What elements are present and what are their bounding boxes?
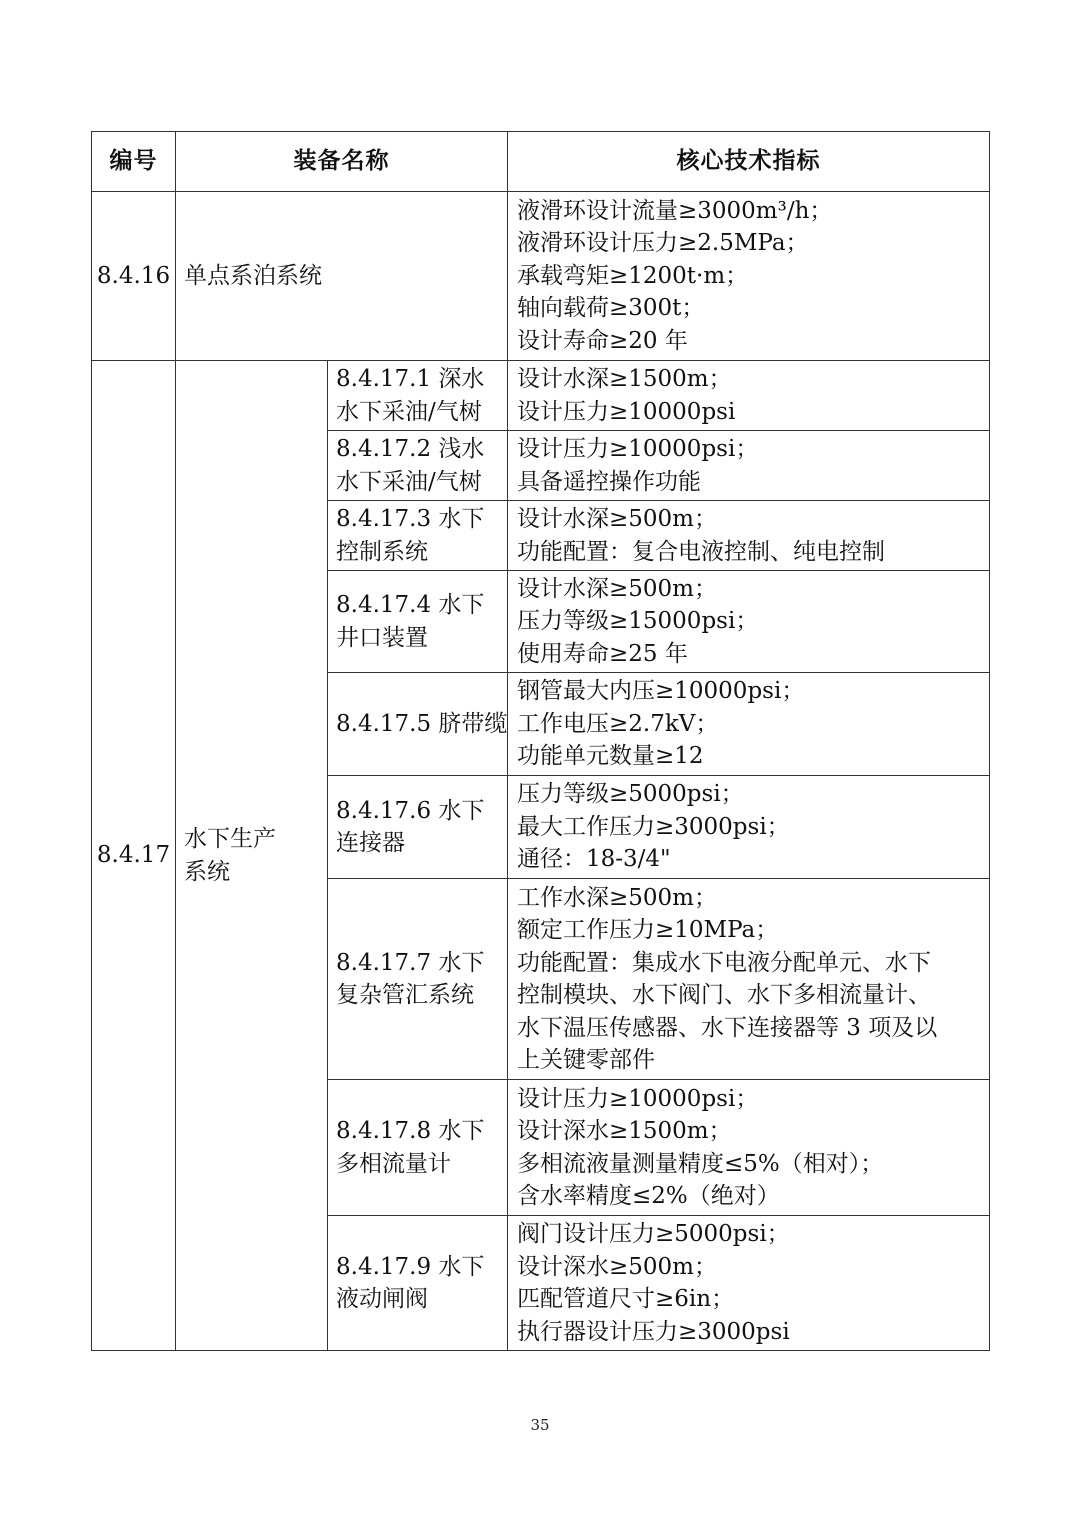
name-line: 系统 <box>184 858 230 885</box>
spec-line: 轴向载荷≥300t； <box>517 295 705 322</box>
spec-line: 设计压力≥10000psi； <box>517 436 759 462</box>
sub-item-spec <box>508 361 990 431</box>
sub-item-spec <box>508 571 990 673</box>
sub-item-name <box>328 673 508 776</box>
sub-item-spec <box>508 879 990 1080</box>
page-number: 35 <box>530 1416 550 1434</box>
spec-line: 设计压力≥10000psi； <box>517 1085 759 1112</box>
sub-name-line: 液动闸阀 <box>336 1286 428 1312</box>
sub-name-line: 8.4.17.9 水下 <box>336 1253 485 1280</box>
spec-line: 功能单元数量≥12 <box>517 743 704 770</box>
spec-line: 最大工作压力≥3000psi； <box>517 813 790 840</box>
spec-line: 承载弯矩≥1200t·m； <box>517 262 749 289</box>
sub-item-spec <box>508 673 990 776</box>
sub-item-name <box>328 776 508 879</box>
sub-name-line: 8.4.17.7 水下 <box>336 949 485 976</box>
sub-item-name <box>328 879 508 1080</box>
header-spec: 核心技术指标 <box>508 132 990 192</box>
sub-item-spec <box>508 501 990 571</box>
sub-item-name <box>328 571 508 673</box>
spec-line: 设计水深≥500m； <box>517 575 717 602</box>
spec-line: 压力等级≥5000psi； <box>517 781 744 808</box>
spec-line: 设计压力≥10000psi <box>517 398 736 425</box>
sub-item-name <box>328 431 508 501</box>
header-code: 编号 <box>92 132 176 192</box>
header-name: 装备名称 <box>176 132 508 192</box>
spec-line: 功能配置：集成水下电液分配单元、水下 <box>517 949 931 976</box>
spec-line: 液滑环设计流量≥3000m³/h； <box>517 197 833 224</box>
row-code: 8.4.17 <box>92 361 176 1351</box>
sub-item-name <box>328 361 508 431</box>
table-row-8-4-17-1 <box>92 361 990 431</box>
sub-item-spec <box>508 431 990 501</box>
sub-item-name <box>328 1080 508 1216</box>
sub-name-line: 井口装置 <box>336 624 428 651</box>
spec-line: 设计深水≥500m； <box>517 1253 717 1280</box>
sub-name-line: 8.4.17.2 浅水 <box>336 436 485 462</box>
spec-line: 设计水深≥500m； <box>517 506 717 532</box>
spec-line: 钢管最大内压≥10000psi； <box>517 678 805 705</box>
table-row-8-4-16 <box>92 192 990 361</box>
sub-name-line: 8.4.17.1 深水 <box>336 366 485 392</box>
spec-line: 上关键零部件 <box>517 1047 655 1073</box>
spec-line: 设计寿命≥20 年 <box>517 327 688 354</box>
spec-line: 执行器设计压力≥3000psi <box>517 1318 790 1345</box>
name-line: 水下生产 <box>184 826 276 852</box>
row-equipment-name: 单点系泊系统 <box>176 192 508 361</box>
spec-line: 功能配置：复合电液控制、纯电控制 <box>517 538 885 565</box>
sub-name-line: 8.4.17.3 水下 <box>336 506 485 532</box>
sub-name-line: 复杂管汇系统 <box>336 982 474 1008</box>
sub-name-line: 8.4.17.8 水下 <box>336 1118 485 1144</box>
sub-name-line: 8.4.17.6 水下 <box>336 797 485 824</box>
sub-name-line: 连接器 <box>336 830 405 856</box>
spec-line: 压力等级≥15000psi； <box>517 608 759 635</box>
table-header-row <box>92 132 990 192</box>
row-equipment-name <box>176 361 328 1351</box>
spec-line: 通径：18-3/4" <box>517 846 671 873</box>
sub-item-spec <box>508 1216 990 1351</box>
sub-name-line: 水下采油/气树 <box>336 468 482 495</box>
spec-line: 控制模块、水下阀门、水下多相流量计、 <box>517 982 931 1008</box>
spec-line: 多相流液量测量精度≤5%（相对）； <box>517 1150 884 1177</box>
spec-line: 含水率精度≤2%（绝对） <box>517 1183 780 1209</box>
sub-name-line: 多相流量计 <box>336 1150 451 1177</box>
sub-item-spec <box>508 1080 990 1216</box>
spec-line: 液滑环设计压力≥2.5MPa； <box>517 230 809 257</box>
sub-item-name <box>328 1216 508 1351</box>
spec-line: 具备遥控操作功能 <box>517 468 701 495</box>
sub-name-line: 8.4.17.4 水下 <box>336 592 485 618</box>
spec-line: 工作电压≥2.7kV； <box>517 710 719 737</box>
sub-name-line: 控制系统 <box>336 538 428 565</box>
spec-line: 匹配管道尺寸≥6in； <box>517 1286 735 1312</box>
row-code: 8.4.16 <box>92 192 176 361</box>
sub-name-line: 水下采油/气树 <box>336 398 482 425</box>
spec-line: 工作水深≥500m； <box>517 884 717 911</box>
spec-line: 设计水深≥1500m； <box>517 366 732 392</box>
equipment-spec-table <box>91 131 990 1351</box>
sub-item-name <box>328 501 508 571</box>
spec-line: 阀门设计压力≥5000psi； <box>517 1221 790 1247</box>
row-spec-cell <box>508 192 990 361</box>
sub-item-spec <box>508 776 990 879</box>
spec-line: 使用寿命≥25 年 <box>517 640 688 667</box>
spec-line: 额定工作压力≥10MPa； <box>517 917 779 943</box>
spec-line: 水下温压传感器、水下连接器等 3 项及以 <box>517 1014 938 1041</box>
sub-name-line: 8.4.17.5 脐带缆 <box>336 710 508 737</box>
spec-line: 设计深水≥1500m； <box>517 1118 732 1144</box>
